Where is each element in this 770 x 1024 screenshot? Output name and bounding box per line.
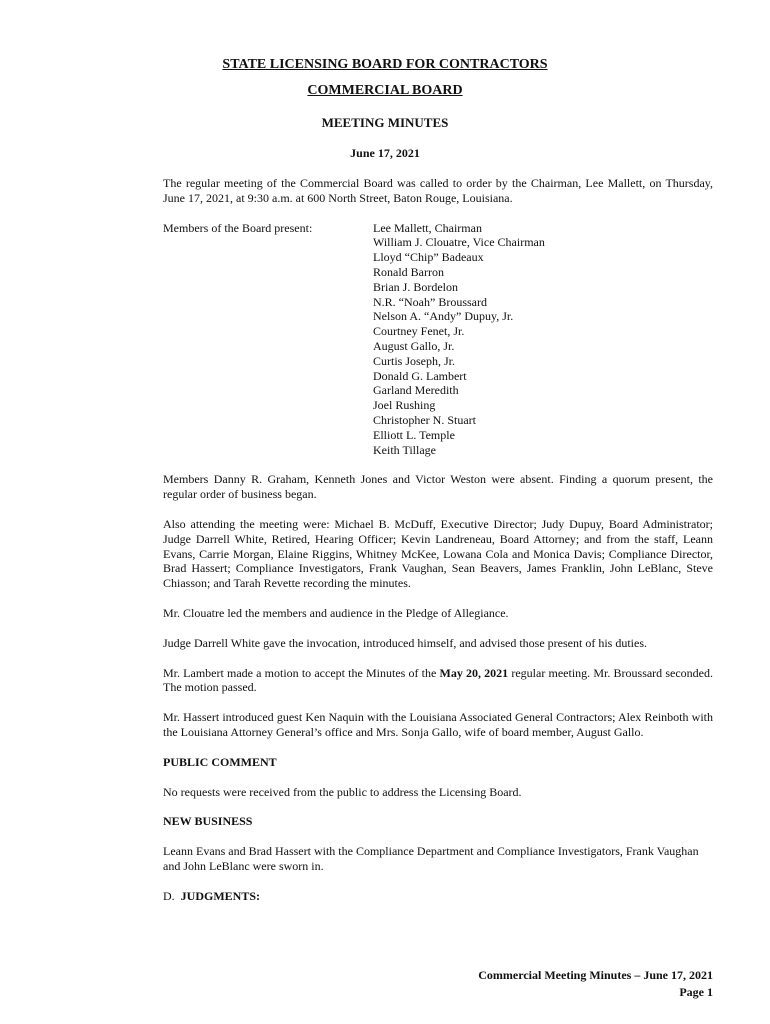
- guests-paragraph: Mr. Hassert introduced guest Ken Naquin with the Louisiana Associated General Contractors; Alex Reinboth with the Louisiana Attorney General’s office and Mrs. Sonja Gallo, wife of board member, August Gallo.: [163, 710, 713, 739]
- member-name: Lloyd “Chip” Badeaux: [373, 250, 484, 265]
- member-name: Elliott L. Temple: [373, 427, 455, 442]
- member-name: Lee Mallett, Chairman: [373, 220, 482, 235]
- member-name: Donald G. Lambert: [373, 368, 467, 383]
- member-name: William J. Clouatre, Vice Chairman: [373, 235, 545, 250]
- member-name: Nelson A. “Andy” Dupuy, Jr.: [373, 309, 514, 324]
- public-comment-paragraph: No requests were received from the public to address the Licensing Board.: [163, 784, 522, 799]
- attending-paragraph: Also attending the meeting were: Michael B. McDuff, Executive Director; Judy Dupuy, Board Administrator; Judge Darrell White, Retired, Hearing Officer; Kevin Landreneau, Board Attorney; and from the staff, Leann Evans, Carrie Morgan, Elaine Riggins, Whitney McKee, Lowana Cola and Monica Davis; Compliance Director, Brad Hassert; Compliance Investigators, Frank Vaughan, Sean Beavers, James Franklin, John LeBlanc, Steve Chiasson; and Tarah Revette recording the minutes.: [163, 516, 713, 591]
- member-name: Joel Rushing: [373, 398, 436, 413]
- invocation-paragraph: Judge Darrell White gave the invocation, introduced himself, and advised those present of his duties.: [163, 635, 647, 650]
- meeting-date: June 17, 2021: [350, 146, 420, 160]
- motion-paragraph: [163, 666, 713, 696]
- intro-paragraph: The regular meeting of the Commercial Board was called to order by the Chairman, Lee Mallett, on Thursday, June 17, 2021, at 9:30 a.m. at 600 North Street, Baton Rouge, Louisiana.: [163, 176, 713, 205]
- member-name: Brian J. Bordelon: [373, 279, 458, 294]
- member-name: Keith Tillage: [373, 442, 437, 457]
- judgments-letter: D.: [163, 888, 175, 903]
- member-name: Courtney Fenet, Jr.: [373, 324, 465, 339]
- page-number: Page 1: [679, 985, 713, 999]
- member-name: Christopher N. Stuart: [373, 412, 476, 427]
- members-list: [373, 221, 545, 458]
- judgments-heading-row: [163, 889, 713, 904]
- member-name: N.R. “Noah” Broussard: [373, 294, 487, 309]
- new-business-paragraph: Leann Evans and Brad Hassert with the Compliance Department and Compliance Investigators, Frank Vaughan and John LeBlanc were sworn in.: [163, 844, 699, 873]
- pledge-paragraph: Mr. Clouatre led the members and audience in the Pledge of Allegiance.: [163, 605, 509, 620]
- org-title: STATE LICENSING BOARD FOR CONTRACTORS: [222, 57, 548, 72]
- judgments-heading: JUDGMENTS:: [180, 888, 261, 903]
- motion-date: May 20, 2021: [439, 665, 509, 680]
- absent-paragraph: Members Danny R. Graham, Kenneth Jones and Victor Weston were absent. Finding a quorum present, the regular order of business began.: [163, 472, 713, 502]
- minutes-body: [163, 176, 713, 903]
- member-name: Ronald Barron: [373, 264, 444, 279]
- member-name: August Gallo, Jr.: [373, 338, 455, 353]
- motion-text-post: regular meeting. Mr. Broussard seconded. The motion passed.: [163, 665, 714, 695]
- members-label: Members of the Board present:: [163, 220, 313, 235]
- footer-title: Commercial Meeting Minutes – June 17, 2021: [478, 968, 713, 982]
- new-business-heading: NEW BUSINESS: [163, 814, 253, 829]
- page-footer: [478, 967, 713, 1001]
- motion-text-pre: Mr. Lambert made a motion to accept the Minutes of the: [163, 665, 440, 680]
- document-title: MEETING MINUTES: [321, 115, 449, 130]
- board-title: COMMERCIAL BOARD: [307, 83, 463, 98]
- members-present: [163, 221, 713, 458]
- member-name: Garland Meredith: [373, 383, 459, 398]
- public-comment-heading: PUBLIC COMMENT: [163, 754, 277, 769]
- member-name: Curtis Joseph, Jr.: [373, 353, 456, 368]
